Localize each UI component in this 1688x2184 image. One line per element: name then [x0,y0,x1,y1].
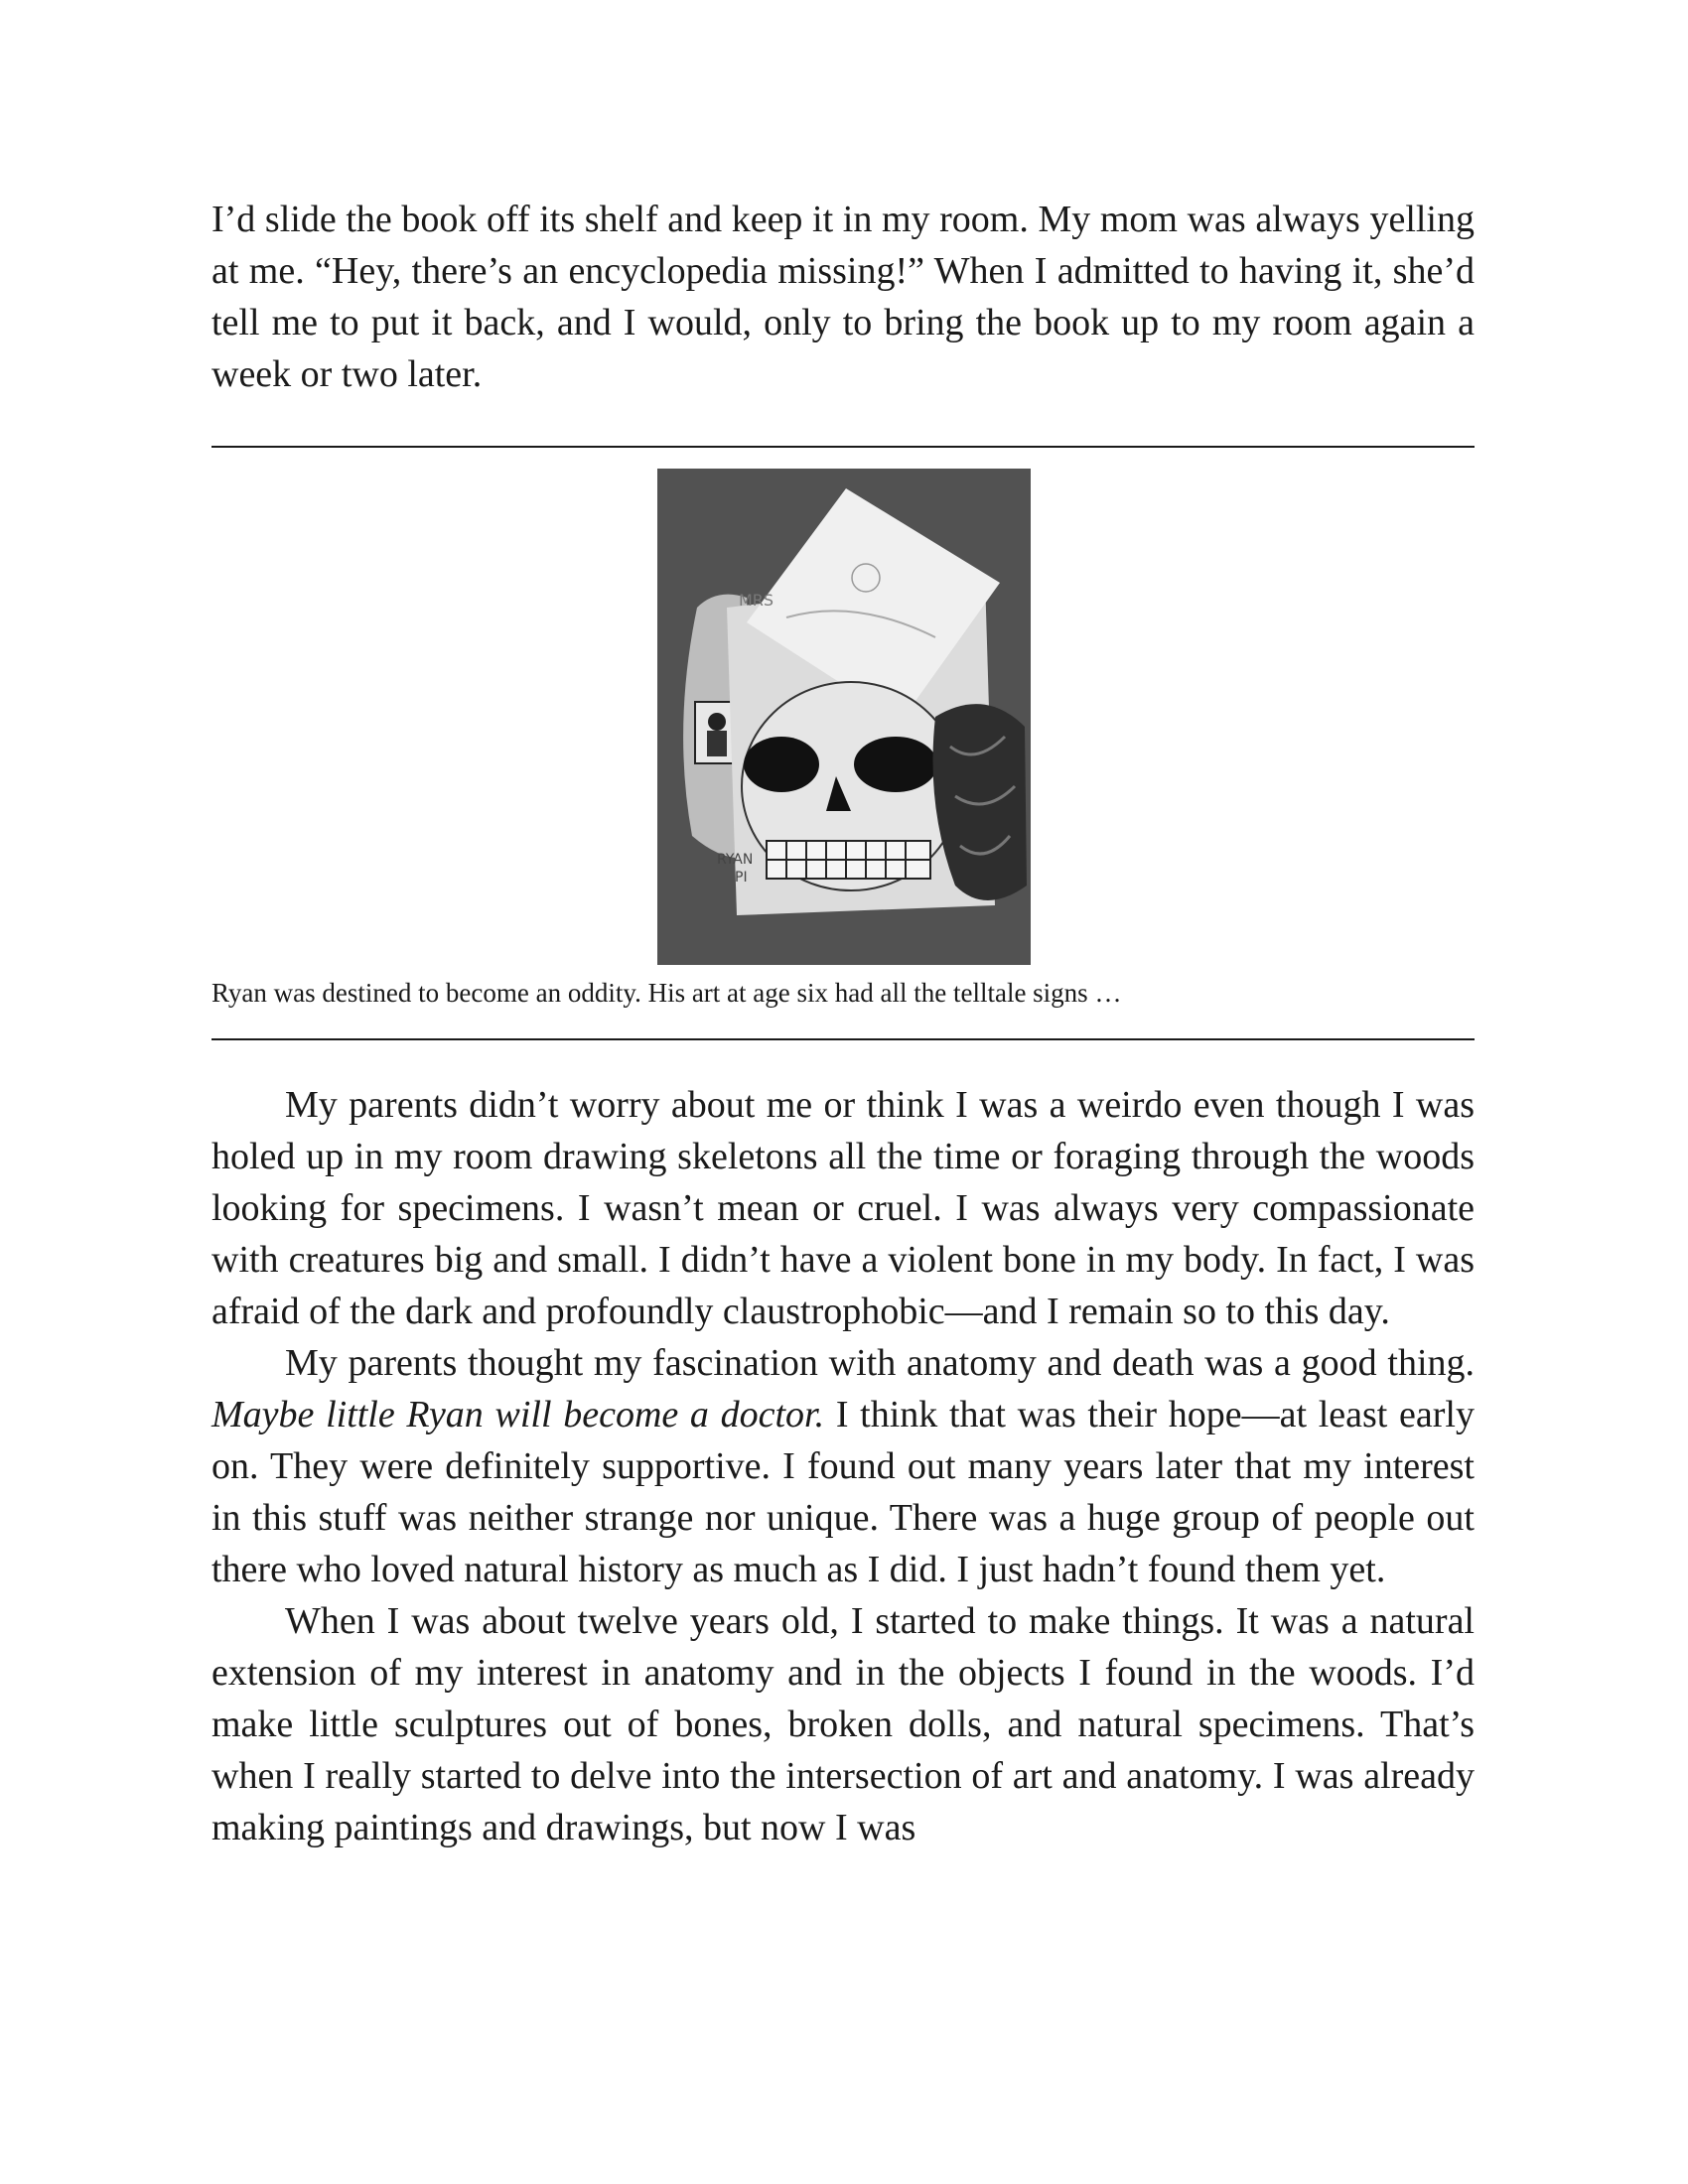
paragraph-2-end: I think that was their hope—at least early on. They were definitely supportive. I found out many years later that my interest in this stuff was neither strange nor unique. There was a huge group of people out there who loved natural history as much as I did. I just hadn’t found them yet. [211,1394,1475,1590]
paragraph-2-start: My parents thought my fascination with anatomy and death was a good thing. [285,1342,1475,1384]
figure-top-rule [211,446,1475,448]
figure-bottom-rule [211,1038,1475,1040]
paragraph-2-italic: Maybe little Ryan will become a doctor. [211,1394,825,1435]
paragraph-2 [211,1337,1475,1595]
top-paragraph [211,194,1475,400]
paragraph-1: My parents didn’t worry about me or think I was a weirdo even though I was holed up in my room drawing skeletons all the time or foraging through the woods looking for specimens. I wasn’t mean or cruel. I was always very compassionate with creatures big and small. I didn’t have a violent bone in my body. In fact, I was afraid of the dark and profoundly claustrophobic—and I remain so to this day. [211,1084,1475,1332]
main-text [211,1079,1475,1853]
figure-caption: Ryan was destined to become an oddity. His art at age six had all the telltale signs … [211,978,1122,1008]
svg-text:PI: PI [735,870,748,886]
paragraph-text: I’d slide the book off its shelf and keep it in my room. My mom was always yelling at me. “Hey, there’s an encyclopedia missing!” When I admitted to having it, she’d tell me to put it back, and I would, only to bring the book up to my room again a week or two later. [211,199,1475,395]
childhood-artwork-photo [657,469,1031,965]
svg-text:RYAN: RYAN [717,852,754,868]
paragraph-3: When I was about twelve years old, I started to make things. It was a natural extension of my interest in anatomy and in the objects I found in the woods. I’d make little sculptures out of bones, broken dolls, and natural specimens. That’s when I really started to delve into the intersection of art and anatomy. I was already making paintings and drawings, but now I was [211,1600,1475,1848]
svg-text:MRS: MRS [739,591,774,610]
